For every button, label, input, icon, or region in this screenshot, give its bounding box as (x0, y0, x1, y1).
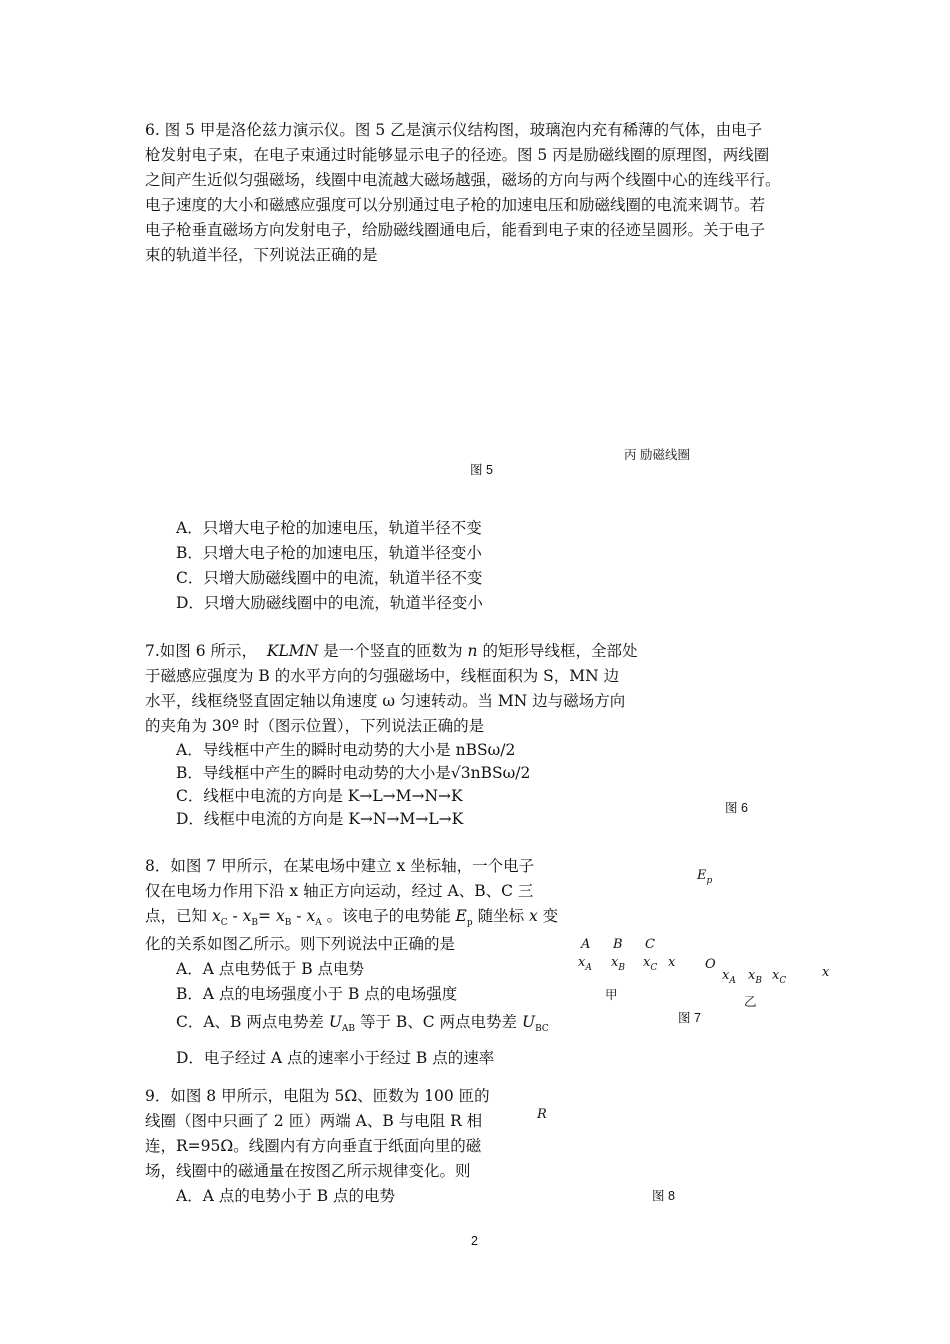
q7-option-c: C．线框中电流的方向是 K→L→M→N→K (176, 787, 463, 805)
fig7-x-axis-label-2: x (822, 965, 830, 980)
q8-text: 随坐标 (472, 907, 529, 925)
q8-sub: p (466, 918, 473, 928)
q6-option-d: D．只增大励磁线圈中的电流，轨道半径变小 (176, 594, 483, 612)
fig7-xb: $x_B$ (611, 955, 625, 973)
figure-5-caption: 图 5 (470, 463, 493, 477)
fig7-point-a: A (581, 937, 591, 952)
q8-text: - (291, 907, 307, 925)
q9-option-a: A．A 点的电势小于 B 点的电势 (176, 1187, 396, 1205)
q8-var: E (455, 907, 467, 925)
q7-option-b: B．导线框中产生的瞬时电动势的大小是√3nBSω/2 (176, 764, 531, 782)
q6-line: 束的轨道半径，下列说法正确的是 (145, 246, 378, 264)
q8-sub: B (251, 918, 259, 928)
q6-line: 之间产生近似匀强磁场，线圈中电流越大磁场越强，磁场的方向与两个线圈中心的连线平行。 (145, 171, 781, 189)
q6-option-c: C．只增大励磁线圈中的电流，轨道半径不变 (176, 569, 483, 587)
q8-text: C．A、B 两点电势差 (176, 1013, 329, 1031)
fig7-x-axis-label: x (668, 955, 676, 970)
q7-text: 是一个竖直的匝数为 (318, 642, 468, 660)
question-8 (145, 854, 565, 1075)
fig7-ep-label (697, 868, 713, 886)
fig7-yi: 乙 (744, 995, 757, 1009)
q6-line: 枪发射电子束，在电子束通过时能够显示电子的径迹。图 5 丙是励磁线圈的原理图，两线圈 (145, 146, 770, 164)
figure-5-label-bing: 丙 励磁线圈 (624, 448, 690, 462)
fig7-sub: A (585, 963, 592, 973)
fig7-xa-2: $x_A$ (722, 968, 736, 986)
fig7-origin: O (705, 957, 716, 972)
question-7 (145, 639, 665, 831)
q8-var: U (328, 1013, 342, 1031)
q9-line-4: 场，线圈中的磁通量在按图乙所示规律变化。则 (145, 1162, 471, 1180)
q8-sub: B (284, 918, 292, 928)
q8-option-d: D．电子经过 A 点的速率小于经过 B 点的速率 (176, 1049, 495, 1067)
q8-var: U (521, 1013, 536, 1031)
fig7-sub: C (650, 963, 658, 973)
q8-text: 。该电子的电势能 (321, 907, 456, 925)
q8-var: x (529, 907, 538, 925)
q8-sub: A (315, 918, 322, 928)
fig7-point-c: C (645, 937, 655, 952)
fig7-point-b: B (613, 937, 623, 952)
q9-line-2: 线圈（图中只画了 2 匝）两端 A、B 与电阻 R 相 (145, 1112, 483, 1130)
q7-line-2: 于磁感应强度为 B 的水平方向的匀强磁场中，线框面积为 S，MN 边 (145, 667, 620, 685)
figure-6-caption: 图 6 (725, 801, 748, 815)
question-9 (145, 1084, 525, 1209)
q8-text: 等于 B、C 两点电势差 (355, 1013, 522, 1031)
q6-option-a: A．只增大电子枪的加速电压，轨道半径不变 (176, 519, 482, 537)
figure-8-caption: 图 8 (652, 1189, 675, 1203)
q7-line-3: 水平，线框绕竖直固定轴以角速度 ω 匀速转动。当 MN 边与磁场方向 (145, 692, 626, 710)
q8-text: = (258, 907, 276, 925)
figure-7-caption: 图 7 (678, 1011, 701, 1025)
q7-text: 的矩形导线框，全部处 (477, 642, 638, 660)
q8-var: x (275, 907, 285, 925)
q7-text: 7.如图 6 所示， (145, 642, 258, 660)
fig7-ep-sub: p (706, 876, 713, 886)
fig7-xc-2: $x_C$ (772, 968, 787, 986)
fig7-sub: B (618, 963, 625, 973)
q8-var: x (306, 907, 316, 925)
fig7-xc: $x_C$ (643, 955, 658, 973)
q8-option-b: B．A 点的电场强度小于 B 点的电场强度 (176, 985, 458, 1003)
q8-sub: AB (341, 1024, 356, 1034)
fig7-ep: E (697, 868, 707, 883)
q7-frame-name: KLMN (266, 642, 319, 660)
q7-option-a: A．导线框中产生的瞬时电动势的大小是 nBSω/2 (176, 741, 516, 759)
fig7-xb-2: $x_B$ (748, 968, 762, 986)
question-6-stem (145, 118, 815, 268)
q9-line-1: 9．如图 8 甲所示，电阻为 5Ω、匝数为 100 匝的 (145, 1087, 490, 1105)
q8-option-a: A．A 点电势低于 B 点电势 (176, 960, 365, 978)
fig7-sub: C (779, 976, 787, 986)
page-number: 2 (471, 1234, 478, 1248)
q7-option-d: D．线框中电流的方向是 K→N→M→L→K (176, 810, 464, 828)
fig7-xa: $x_A$ (578, 955, 592, 973)
q8-line-3 (145, 904, 565, 932)
q8-var: x (211, 907, 221, 925)
q6-line: 电子速度的大小和磁感应强度可以分别通过电子枪的加速电压和励磁线圈的电流来调节。若 (145, 196, 766, 214)
q8-text: 点，已知 (145, 907, 212, 925)
q7-line-1 (145, 639, 665, 664)
fig8-resistor-label: R (537, 1107, 547, 1122)
q6-line: 6. 图 5 甲是洛伦兹力演示仪。图 5 乙是演示仪结构图，玻璃泡内充有稀薄的气体，由电子 (145, 121, 763, 139)
q8-line-2: 仅在电场力作用下沿 x 轴正方向运动，经过 A、B、C 三 (145, 882, 534, 900)
q8-text: 变 (537, 907, 559, 925)
q8-sub: BC (535, 1024, 549, 1034)
q7-var-n: n (467, 642, 478, 660)
q8-text: - (227, 907, 243, 925)
q6-line: 电子枪垂直磁场方向发射电子，给励磁线圈通电后，能看到电子束的径迹呈圆形。关于电子 (145, 221, 766, 239)
q8-line-1: 8．如图 7 甲所示，在某电场中建立 x 坐标轴，一个电子 (145, 857, 535, 875)
q8-var: x (242, 907, 252, 925)
q8-sub: C (220, 918, 228, 928)
q7-line-4: 的夹角为 30º 时（图示位置），下列说法正确的是 (145, 717, 485, 735)
q9-line-3: 连，R=95Ω。线圈内有方向垂直于纸面向里的磁 (145, 1137, 482, 1155)
q6-option-b: B．只增大电子枪的加速电压，轨道半径变小 (176, 544, 482, 562)
fig7-sub: A (729, 976, 736, 986)
q8-option-c (145, 1007, 565, 1041)
fig7-sub: B (755, 976, 762, 986)
q8-line-4: 化的关系如图乙所示。则下列说法中正确的是 (145, 935, 456, 953)
fig7-jia: 甲 (605, 988, 618, 1002)
